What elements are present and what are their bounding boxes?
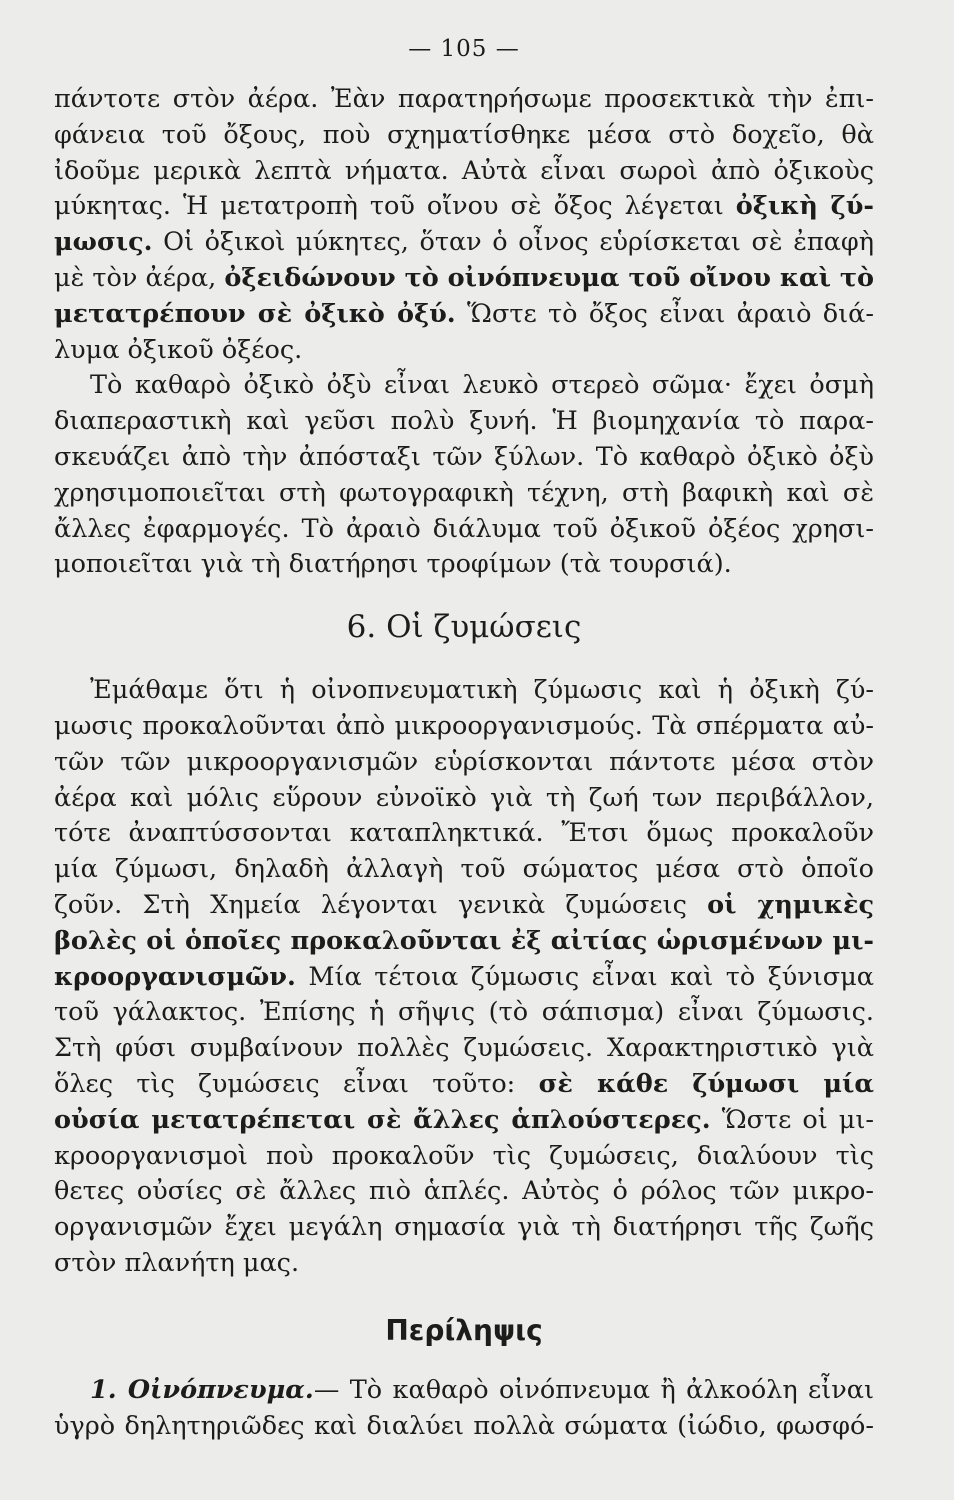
text-line: λυμα ὀξικοῦ ὀξέος. bbox=[54, 334, 303, 365]
text-run: Ὥστε οἱ μι- bbox=[710, 1104, 874, 1135]
text-line: ἰδοῦμε μερικὰ λεπτὰ νήματα. Αὐτὰ εἶναι σωροὶ ἀπὸ ὀξικοὺς bbox=[54, 155, 874, 186]
text-line: Ἐμάθαμε ὅτι ἡ οἰνοπνευματικὴ ζύμωσις καὶ ἡ ὀξικὴ ζύ- bbox=[90, 675, 874, 706]
text-line: μωσις προκαλοῦνται ἀπὸ μικροοργανισμούς. Τὰ σπέρματα αὐ- bbox=[54, 710, 874, 741]
text-line bbox=[54, 1373, 874, 1409]
text-line bbox=[54, 297, 874, 333]
text-run: ὅλες τὶς ζυμώσεις εἶναι τοῦτο: bbox=[54, 1068, 539, 1099]
bold-phrase-simpler-substances: οὐσία μετατρέπεται σὲ ἄλλες ἁπλούστερες. bbox=[54, 1104, 711, 1135]
text-run: Οἱ ὀξικοὶ μύκητες, ὅταν ὁ οἶνος εὑρίσκεται σὲ ἐπαφὴ bbox=[152, 227, 874, 258]
text-line: ἄλλες ἐφαρμογές. Τὸ ἀραιὸ διάλυμα τοῦ ὀξικοῦ ὀξέος χρησι- bbox=[54, 513, 874, 544]
text-run: Ὥστε τὸ ὄξος εἶναι ἀραιὸ διά- bbox=[455, 298, 874, 329]
text-line bbox=[54, 888, 874, 924]
text-line: Τὸ καθαρὸ ὀξικὸ ὀξὺ εἶναι λευκὸ στερεὸ σῶμα· ἔχει ὀσμὴ bbox=[90, 370, 874, 401]
page-number: — 105 — bbox=[408, 36, 520, 62]
text-line: θετες οὐσίες σὲ ἄλλες πιὸ ἁπλές. Αὐτὸς ὁ ρόλος τῶν μικρο- bbox=[54, 1176, 874, 1207]
summary-heading: Περίληψις bbox=[385, 1313, 543, 1347]
text-run: ζοῦν. Στὴ Χημεία λέγονται γενικὰ ζυμώσεις bbox=[54, 889, 708, 920]
text-line: στὸν πλανήτη μας. bbox=[54, 1247, 300, 1278]
text-line bbox=[54, 960, 874, 996]
text-line bbox=[54, 189, 874, 225]
text-line bbox=[54, 1103, 874, 1139]
bold-phrase-caused-by: βολὲς οἱ ὁποῖες προκαλοῦνται ἐξ αἰτίας ὡρισμένων μι- bbox=[54, 925, 874, 956]
bold-phrase-every-fermentation: σὲ κάθε ζύμωσι μία bbox=[538, 1068, 874, 1099]
bold-phrase-oxidize: ὀξειδώνουν τὸ οἰνόπνευμα τοῦ οἴνου καὶ τὸ bbox=[224, 262, 874, 293]
text-line: φάνεια τοῦ ὄξους, ποὺ σχηματίσθηκε μέσα στὸ δοχεῖο, θὰ bbox=[54, 119, 874, 150]
text-line bbox=[54, 924, 874, 960]
text-run: μύκητας. Ἡ μετατροπὴ τοῦ οἴνου σὲ ὄξος λέγεται bbox=[54, 191, 736, 222]
text-line bbox=[54, 225, 874, 261]
text-line: οργανισμῶν ἔχει μεγάλη σημασία γιὰ τὴ διατήρησι τῆς ζωῆς bbox=[54, 1212, 874, 1243]
text-line bbox=[54, 261, 874, 297]
text-line: χρησιμοποιεῖται στὴ φωτογραφικὴ τέχνη, στὴ βαφικὴ καὶ σὲ bbox=[54, 477, 874, 508]
text-line: Στὴ φύσι συμβαίνουν πολλὲς ζυμώσεις. Χαρακτηριστικὸ γιὰ bbox=[54, 1033, 874, 1064]
text-line: κροοργανισμοὶ ποὺ προκαλοῦν τὶς ζυμώσεις, διαλύουν τὶς bbox=[54, 1140, 874, 1171]
bold-term-acetic-fermentation: ὀξικὴ ζύ- bbox=[735, 191, 874, 222]
text-line: ἀέρα καὶ μόλις εὕρουν εὐνοϊκὸ γιὰ τὴ ζωή των περιβάλλον, bbox=[54, 782, 874, 813]
bold-phrase-microorganisms: κροοργανισμῶν. bbox=[54, 961, 296, 992]
bold-term-fermentation-end: μωσις. bbox=[54, 227, 153, 258]
paragraph-fermentations bbox=[54, 673, 874, 1282]
text-line: μία ζύμωσι, δηλαδὴ ἀλλαγὴ τοῦ σώματος μέσα στὸ ὁποῖο bbox=[54, 854, 874, 885]
text-run: μὲ τὸν ἀέρα, bbox=[54, 262, 225, 293]
text-run: — Τὸ καθαρὸ οἰνόπνευμα ἢ ἀλκοόλη εἶναι bbox=[313, 1374, 874, 1405]
paragraph-summary-alcohol bbox=[54, 1373, 874, 1445]
text-line: τότε ἀναπτύσσονται καταπληκτικά. Ἔτσι ὅμως προκαλοῦν bbox=[54, 818, 874, 849]
summary-item-title: 1. Οἰνόπνευμα. bbox=[90, 1374, 314, 1405]
paragraph-acetic-acid bbox=[54, 368, 874, 583]
text-line: πάντοτε στὸν ἀέρα. Ἐὰν παρατηρήσωμε προσεκτικὰ τὴν ἐπι- bbox=[54, 84, 874, 114]
paragraph-acetic-fermentation bbox=[54, 82, 874, 368]
text-line: τῶν τῶν μικροοργανισμῶν εὑρίσκονται πάντοτε μέσα στὸν bbox=[54, 746, 874, 777]
text-line: σκευάζει ἀπὸ τὴν ἀπόσταξι τῶν ξύλων. Τὸ καθαρὸ ὀξικὸ ὀξὺ bbox=[54, 441, 874, 472]
bold-phrase-chemical-changes: οἱ χημικὲς bbox=[707, 889, 874, 920]
text-line: τοῦ γάλακτος. Ἐπίσης ἡ σῆψις (τὸ σάπισμα) εἶναι ζύμωσις. bbox=[54, 997, 874, 1028]
text-line: μοποιεῖται γιὰ τὴ διατήρησι τροφίμων (τὰ τουρσιά). bbox=[54, 549, 732, 580]
text-line: διαπεραστικὴ καὶ γεῦσι πολὺ ξυνή. Ἡ βιομηχανία τὸ παρα- bbox=[54, 406, 874, 437]
text-line: ὑγρὸ δηλητηριῶδες καὶ διαλύει πολλὰ σώματα (ἰώδιο, φωσφό- bbox=[54, 1410, 874, 1441]
bold-phrase-convert: μετατρέπουν σὲ ὀξικὸ ὀξύ. bbox=[54, 298, 456, 329]
section-heading-fermentations: 6. Οἱ ζυμώσεις bbox=[346, 609, 582, 646]
text-run: Μία τέτοια ζύμωσις εἶναι καὶ τὸ ξύνισμα bbox=[295, 961, 874, 992]
text-line bbox=[54, 1067, 874, 1103]
